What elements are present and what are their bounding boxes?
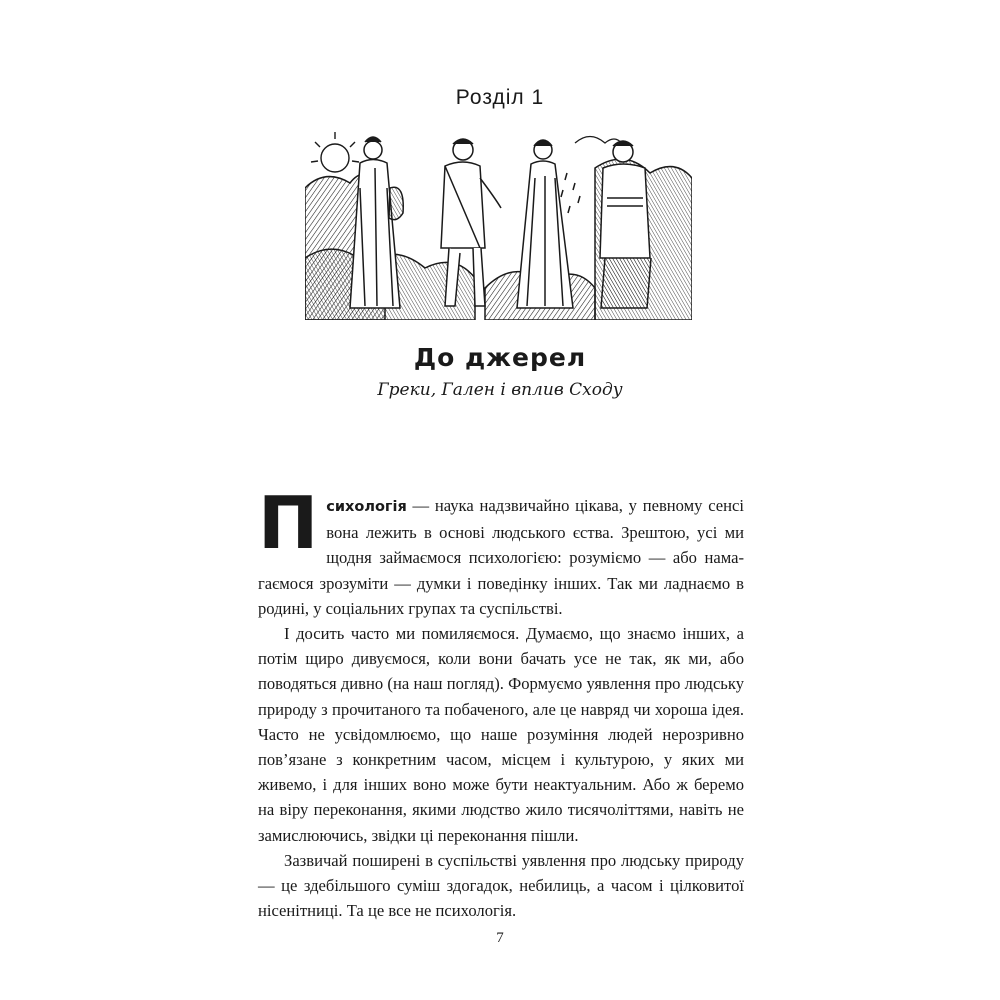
chapter-title: До джерел (413, 343, 587, 372)
chapter-subtitle: Греки, Гален і вплив Сходу (377, 380, 623, 400)
page-number: 7 (496, 930, 504, 946)
lead-bold-word: сихологія (326, 499, 407, 515)
paragraph-1-text: — наука надзвичайно цікава, у певному сенсі вона лежить в основі людського єства. Зрештою, усі ми щодня займаємося психологією: розуміємо — або намагаємося зрозуміти — думки і поведінку інших. Так ми ладнаємо в родині, у соціальних групах та суспільстві. (258, 496, 744, 618)
paragraph-1 (258, 481, 744, 621)
chapter-label: Розділ 1 (455, 86, 545, 109)
paragraph-2: І досить часто ми помиляємося. Думаємо, що знаємо інших, а потім щиро дивуємося, коли вони бачать усе не так, як ми, або поводяться дивно (на наш погляд). Формуємо уявлення про людську природу з прочитаного та побаченого, але це навряд чи хороша ідея. Часто не усвідомлюємо, що наше розуміння людей нерозривно пов’язане з конкретним часом, місцем і культурою, у яких ми живемо, і для інших воно може бути неактуальним. Або ж беремо на віру переконання, якими людство жило тисячоліттями, навіть не замислюючись, звідки ці переконання пішли. (258, 624, 744, 845)
body-text (258, 481, 744, 923)
greek-figures-engraving-icon (305, 128, 692, 320)
dropcap: П (258, 481, 319, 565)
paragraph-3: Зазвичай поширені в суспільстві уявлення про людську природу — це здебільшого суміш здогадок, небилиць, а часом і цілковитої нісенітниці. Та це все не психологія. (258, 850, 744, 921)
